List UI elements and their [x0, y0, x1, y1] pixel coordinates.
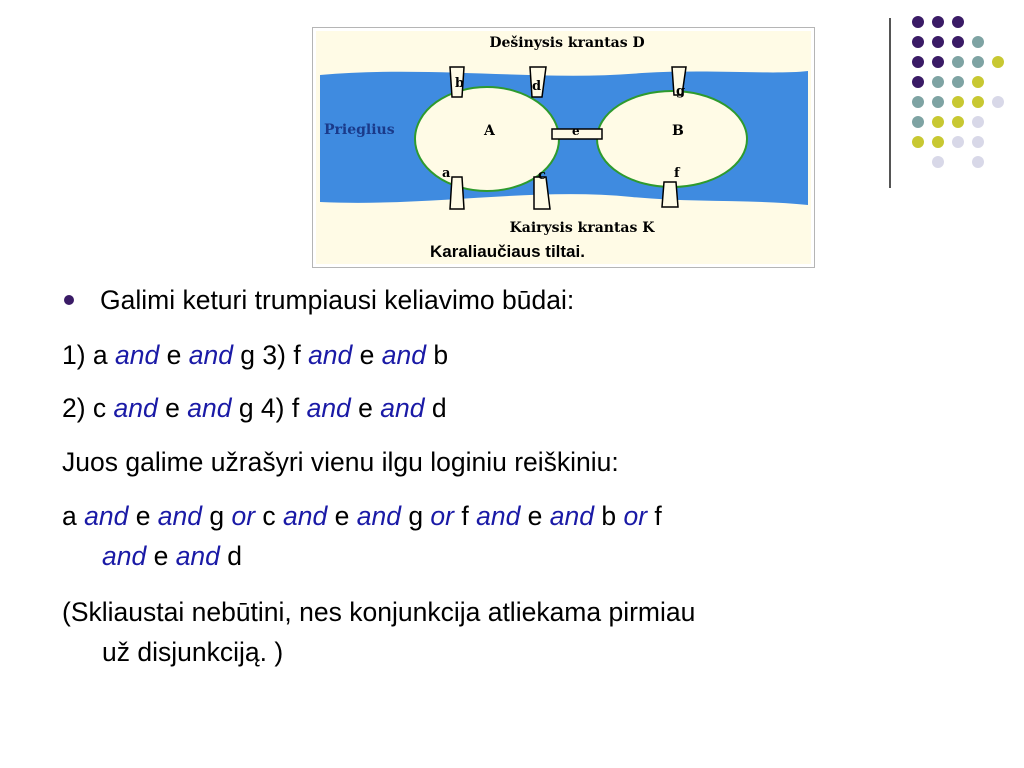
operator-keyword: and — [549, 501, 594, 531]
bridge-g-label: g — [676, 84, 686, 99]
option-line-2 — [62, 392, 447, 424]
operator-keyword: and — [380, 393, 425, 423]
operator-keyword: or — [430, 501, 454, 531]
island-b-label: B — [672, 123, 684, 139]
expression-token: 2) c — [62, 393, 114, 423]
operator-keyword: and — [113, 393, 158, 423]
top-bank-label: Dešinysis krantas D — [489, 35, 645, 51]
konigsberg-bridges-figure — [312, 27, 815, 268]
operator-keyword: and — [102, 541, 147, 571]
operator-keyword: and — [84, 501, 129, 531]
expression-token: e — [350, 393, 381, 423]
operator-keyword: and — [188, 340, 233, 370]
bridge-f-label: f — [674, 166, 680, 181]
island-b-shape — [597, 91, 747, 187]
bottom-bank-label: Kairysis krantas K — [509, 220, 655, 236]
dot-pattern — [912, 16, 1004, 168]
expression-token: e — [327, 501, 357, 531]
intro-text: Juos galime užrašyri vienu ilgu loginiu reiškiniu: — [62, 447, 619, 477]
divider-line — [889, 18, 891, 188]
bridge-c-label: c — [538, 168, 546, 183]
expression-token: e — [157, 393, 188, 423]
expression-token: c — [255, 501, 284, 531]
bridge-f-shape — [662, 182, 678, 207]
operator-keyword: and — [283, 501, 328, 531]
expression-token: e — [128, 501, 158, 531]
expression-token: b — [594, 501, 624, 531]
expression-token: e — [146, 541, 176, 571]
operator-keyword: and — [157, 501, 203, 531]
expression-token: g — [202, 501, 232, 531]
note-line-1 — [62, 596, 695, 628]
operator-keyword: and — [308, 340, 353, 370]
expression-token: g — [400, 501, 431, 531]
note-text-1: (Skliaustai nebūtini, nes konjunkcija atliekama pirmiau — [62, 597, 696, 627]
operator-keyword: and — [476, 501, 521, 531]
river-label: Prieglius — [324, 122, 395, 138]
operator-keyword: and — [356, 501, 401, 531]
expression-token: d — [424, 393, 447, 423]
operator-keyword: or — [231, 501, 256, 531]
expression-line-2 — [102, 540, 242, 572]
bullet-icon — [64, 295, 74, 305]
expression-token: b — [425, 340, 449, 370]
expression-line-1 — [62, 500, 662, 532]
expression-token: e — [520, 501, 550, 531]
operator-keyword: or — [623, 501, 648, 531]
bridge-a-label: a — [442, 166, 451, 181]
expression-token: d — [219, 541, 243, 571]
bridge-b-label: b — [455, 76, 465, 91]
note-text-2: už disjunkciją. ) — [102, 637, 284, 667]
intro-line — [62, 446, 619, 478]
expression-token: a — [62, 501, 85, 531]
bridge-d-label: d — [532, 79, 542, 94]
figure-caption: Karaliaučiaus tiltai. — [430, 242, 585, 261]
expression-token: f — [647, 501, 662, 531]
operator-keyword: and — [187, 393, 232, 423]
operator-keyword: and — [175, 541, 220, 571]
expression-token: e — [352, 340, 382, 370]
heading-text: Galimi keturi trumpiausi keliavimo būdai: — [100, 285, 575, 315]
expression-token: f — [454, 501, 477, 531]
bridge-a-shape — [450, 177, 464, 209]
operator-keyword: and — [115, 340, 160, 370]
heading-line — [100, 284, 574, 316]
option-line-1 — [62, 339, 448, 371]
expression-token: e — [159, 340, 189, 370]
operator-keyword: and — [381, 340, 426, 370]
note-line-2 — [102, 636, 283, 668]
island-a-label: A — [484, 123, 495, 139]
expression-token: g 4) f — [231, 393, 307, 423]
expression-token: g 3) f — [232, 340, 309, 370]
operator-keyword: and — [306, 393, 351, 423]
decorative-dot-grid — [900, 12, 1020, 192]
expression-token: 1) a — [62, 340, 116, 370]
bridge-e-label: e — [572, 124, 580, 138]
